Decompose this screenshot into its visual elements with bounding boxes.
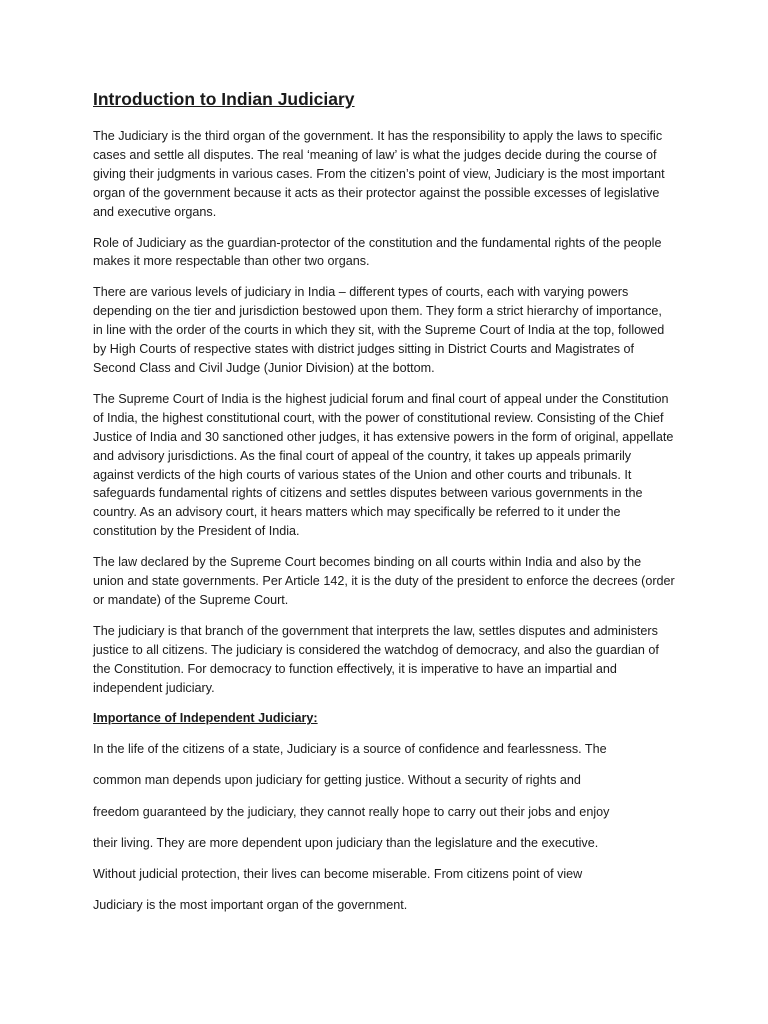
paragraph-judiciary-branch: The judiciary is that branch of the government that interprets the law, settles disputes and administers justice to all citizens. The judiciary is considered the watchdog of democracy, and also the guardian of the Constitution. For democracy to function effectively, it is imperative to have an impartial and independent judiciary. [93, 623, 659, 695]
spaced-text-line: common man depends upon judiciary for getting justice. Without a security of rights and [93, 773, 581, 788]
spaced-text-line: Without judicial protection, their lives can become miserable. From citizens point of view [93, 866, 583, 881]
spaced-text-line: Judiciary is the most important organ of the government. [93, 897, 408, 912]
spaced-text-line: In the life of the citizens of a state, Judiciary is a source of confidence and fearlessness. The [93, 742, 607, 757]
paragraph-binding-law: The law declared by the Supreme Court becomes binding on all courts within India and also by the union and state governments. Per Article 142, it is the duty of the president to enforce the decrees (order or mandate) of the Supreme Court. [93, 555, 675, 607]
paragraph-court-levels: There are various levels of judiciary in India – different types of courts, each with varying powers depending on the tier and jurisdiction bestowed upon them. They form a strict hierarchy of importance, in line with the order of the courts in which they sit, with the Supreme Court of India at the top, followed by High Courts of respective states with district judges sitting in District Courts and Magistrates of Second Class and Civil Judge (Junior Division) at the bottom. [93, 285, 665, 375]
section-subheading: Importance of Independent Judiciary: [93, 711, 318, 726]
paragraph-supreme-court: The Supreme Court of India is the highest judicial forum and final court of appeal under the Constitution of India, the highest constitutional court, with the power of constitutional review. Consisting of the Chief Justice of India and 30 sanctioned other judges, it has extensive powers in the form of original, appellate and advisory jurisdictions. As the final court of appeal of the country, it takes up appeals primarily against verdicts of the high courts of various states of the Union and other courts and tribunals. It safeguards fundamental rights of citizens and settles disputes between various governments in the country. As an advisory court, it hears matters which may specifically be referred to it under the constitution by the President of India. [93, 391, 674, 539]
paragraph-guardian-role: Role of Judiciary as the guardian-protector of the constitution and the fundamental rights of the people makes it more respectable than other two organs. [93, 235, 662, 269]
spaced-text-line: their living. They are more dependent upon judiciary than the legislature and the executive. [93, 835, 599, 850]
spaced-text-line: freedom guaranteed by the judiciary, they cannot really hope to carry out their jobs and enjoy [93, 804, 610, 819]
document-title: Introduction to Indian Judiciary [93, 89, 355, 109]
paragraph-judiciary-intro: The Judiciary is the third organ of the government. It has the responsibility to apply the laws to specific cases and settle all disputes. The real ‘meaning of law’ is what the judges decide during the course of giving their judgments in various cases. From the citizen’s point of view, Judiciary is the most important organ of the government because it acts as their protector against the possible excesses of legislative and executive organs. [93, 129, 665, 219]
document-page [93, 86, 675, 927]
